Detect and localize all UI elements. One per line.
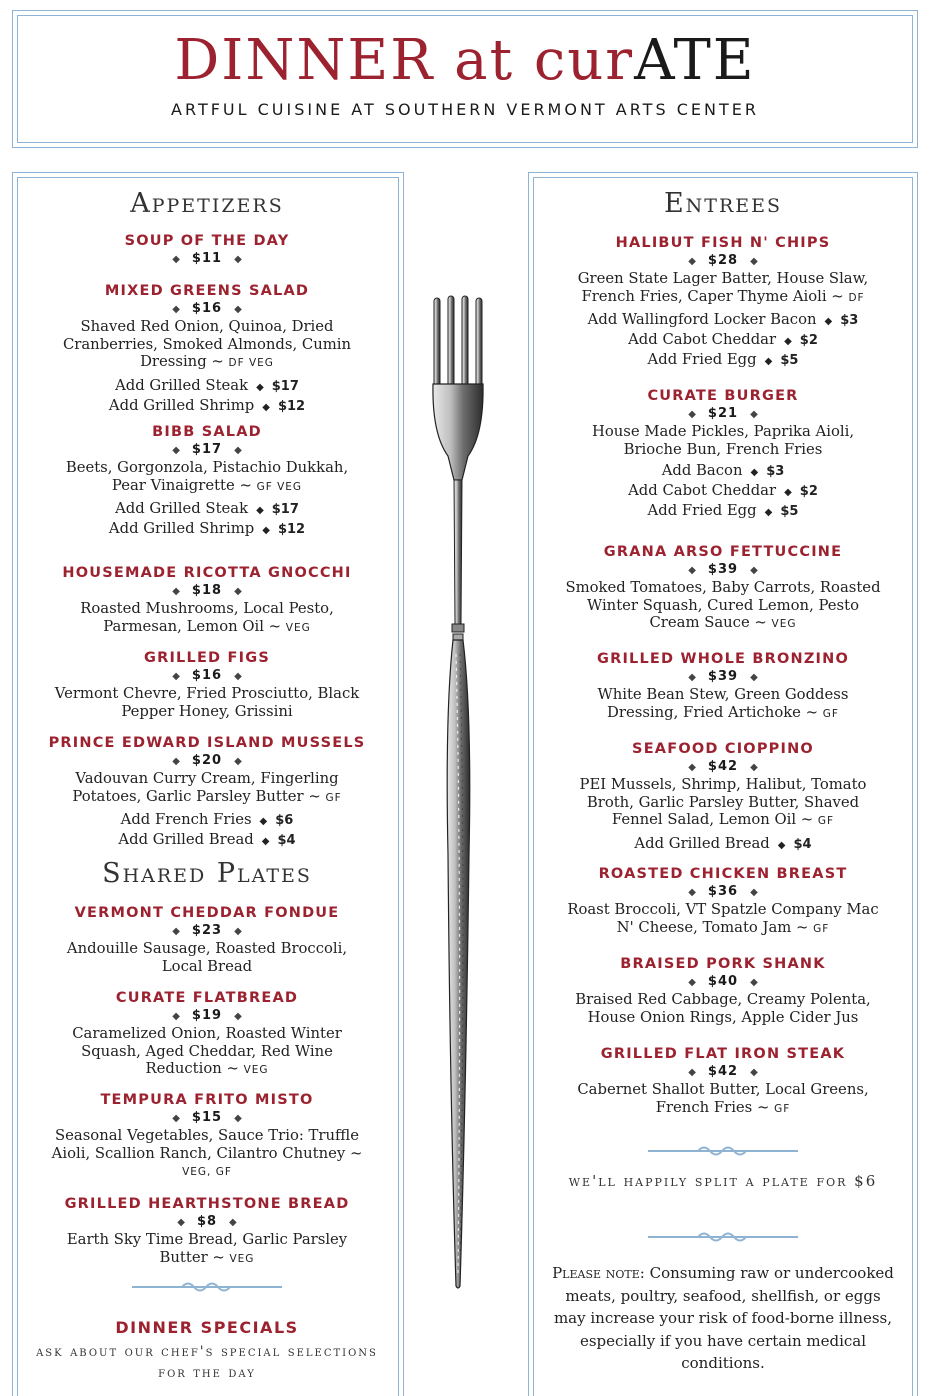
addon-label: Add Cabot Cheddar (628, 482, 777, 499)
diamond-ornament-icon: ◆ (750, 887, 758, 898)
menu-item (538, 740, 908, 855)
dish-name: SEAFOOD CIOPPINO (632, 741, 814, 757)
dish-price-row (22, 667, 392, 685)
dish-description (563, 270, 883, 307)
dish-addon (538, 331, 908, 351)
dish-name: GRILLED WHOLE BRONZINO (596, 651, 850, 667)
dietary-tag: GF (774, 1102, 791, 1115)
menu-item (22, 904, 392, 975)
dish-name: GRANA ARSO FETTUCCINE (603, 544, 843, 560)
dish-name: GRILLED FIGS (144, 650, 270, 666)
shared-plates-heading: Shared Plates (102, 858, 312, 889)
addon-label: Add Grilled Steak (115, 376, 249, 394)
dietary-tag: DF (848, 291, 865, 304)
addon-price: $17 (271, 502, 299, 517)
flourish-divider-top (648, 1144, 798, 1158)
dietary-tag: VEG (771, 618, 797, 630)
menu-item (22, 1195, 392, 1268)
dish-price-row (22, 300, 392, 318)
diamond-ornament-icon: ◆ (229, 1217, 237, 1228)
menu-item (538, 650, 908, 723)
title-black-part: ATE (634, 28, 756, 93)
dish-price-row (22, 922, 392, 940)
addon-label: Add Bacon (661, 462, 743, 479)
dish-description-text: Shaved Red Onion, Quinoa, Dried Cranberries, Smoked Almonds, Cumin Dressing ~ (62, 318, 352, 370)
dish-price-row (538, 883, 908, 901)
addon-price: $4 (793, 836, 812, 852)
dish-description-text: Vermont Chevre, Fried Prosciutto, Black Pepper Honey, Grissini (54, 685, 360, 720)
diamond-ornament-icon: ◆ (750, 1067, 758, 1078)
dish-addon (22, 377, 392, 397)
dish-price-row (22, 441, 392, 459)
menu-item (22, 1091, 392, 1182)
dish-price-row (22, 1109, 392, 1127)
dish-price: $42 (707, 1064, 739, 1079)
menu-item (538, 865, 908, 938)
diamond-ornament-icon: ◆ (688, 977, 696, 988)
dish-description-text: Smoked Tomatoes, Baby Carrots, Roasted Winter Squash, Cured Lemon, Pesto Cream Sauce ~ (565, 579, 881, 631)
dish-description (47, 459, 367, 496)
diamond-ornament-icon: ◆ (177, 1217, 185, 1228)
diamond-ornament-icon: ◆ (234, 445, 242, 456)
dietary-tag: DF VEG (228, 357, 274, 369)
dish-price-row (22, 582, 392, 600)
diamond-ornament-icon: ◆ (262, 525, 270, 536)
menu-item (22, 649, 392, 720)
dinner-specials-heading: DINNER SPECIALS (115, 1318, 299, 1337)
dish-name: PRINCE EDWARD ISLAND MUSSELS (48, 735, 366, 751)
diamond-ornament-icon: ◆ (688, 1067, 696, 1078)
dish-description (47, 940, 367, 975)
dietary-tag: VEG (285, 621, 311, 634)
dish-description-text: Andouille Sausage, Roasted Broccoli, Local Bread (66, 940, 348, 975)
menu-item (22, 734, 392, 851)
dietary-tag: GF (817, 815, 835, 827)
dish-price: $23 (191, 923, 223, 938)
menu-subtitle: ARTFUL CUISINE AT SOUTHERN VERMONT ARTS CENTER (171, 100, 759, 119)
dish-description-text: Roast Broccoli, VT Spatzle Company Mac N' Cheese, Tomato Jam ~ (567, 901, 879, 936)
dish-price: $18 (191, 583, 223, 598)
diamond-ornament-icon: ◆ (688, 409, 696, 420)
dish-name: MIXED GREENS SALAD (104, 283, 310, 299)
dietary-tag: VEG (243, 1064, 269, 1076)
flourish-divider-bottom (648, 1230, 798, 1244)
diamond-ornament-icon: ◆ (234, 926, 242, 937)
dish-price: $15 (191, 1110, 223, 1125)
dish-price-row (22, 250, 392, 268)
dish-description-text: PEI Mussels, Shrimp, Halibut, Tomato Broth, Garlic Parsley Butter, Shaved Fennel Salad, Lemon Oil ~ (579, 776, 867, 828)
menu-item (538, 234, 908, 371)
diamond-ornament-icon: ◆ (764, 356, 773, 367)
split-plate-note: we'll happily split a plate for $6 (568, 1172, 878, 1190)
addon-price: $5 (780, 504, 799, 519)
dish-price: $20 (191, 753, 223, 768)
dish-name: TEMPURA FRITO MISTO (100, 1092, 314, 1108)
addon-label: Add Grilled Shrimp (108, 520, 255, 537)
dietary-tag: GF (822, 707, 839, 720)
dish-description-text: Beets, Gorgonzola, Pistachio Dukkah, Pear Vinaigrette ~ (65, 459, 349, 494)
menu-item (22, 232, 392, 268)
dish-addon (22, 500, 392, 520)
diamond-ornament-icon: ◆ (750, 977, 758, 988)
dish-description (563, 776, 883, 831)
dish-name: GRILLED FLAT IRON STEAK (600, 1046, 846, 1062)
dish-price-row (22, 752, 392, 770)
dish-price-row (22, 1213, 392, 1231)
dish-price: $39 (707, 562, 739, 577)
addon-price: $4 (277, 833, 296, 848)
health-notice-text: Consuming raw or undercooked meats, poultry, seafood, shellfish, or eggs may increase your risk of food-borne illness, especially if you have certain medical conditions. (553, 1264, 894, 1372)
dish-addon (22, 520, 392, 540)
diamond-ornament-icon: ◆ (688, 672, 696, 683)
dish-description (47, 685, 367, 720)
dish-price: $8 (196, 1214, 218, 1229)
diamond-ornament-icon: ◆ (234, 586, 242, 597)
dish-price: $21 (707, 406, 739, 421)
dish-description-text: White Bean Stew, Green Goddess Dressing, Fried Artichoke ~ (597, 686, 849, 721)
dietary-tag: GF (325, 791, 342, 804)
diamond-ornament-icon: ◆ (784, 336, 792, 347)
diamond-ornament-icon: ◆ (234, 1113, 242, 1124)
dish-name: GRILLED HEARTHSTONE BREAD (64, 1196, 350, 1212)
title-red-part: DINNER at cur (174, 28, 635, 93)
diamond-ornament-icon: ◆ (262, 401, 270, 413)
addon-price: $2 (799, 484, 818, 499)
dish-price-row (22, 1007, 392, 1025)
dish-description-text: Seasonal Vegetables, Sauce Trio: Truffle Aioli, Scallion Ranch, Cilantro Chutney ~ (51, 1127, 363, 1162)
dish-description (47, 770, 367, 807)
dietary-tag: GF VEG (256, 480, 303, 493)
dish-description (47, 1231, 367, 1268)
dish-price: $40 (707, 974, 739, 989)
dish-name: BRAISED PORK SHANK (620, 956, 826, 972)
dish-description-text: Caramelized Onion, Roasted Winter Squash, Aged Cheddar, Red Wine Reduction ~ (72, 1025, 342, 1077)
dish-description (563, 901, 883, 938)
diamond-ornament-icon: ◆ (172, 671, 180, 682)
dietary-tag: GF (813, 922, 830, 935)
dish-name: SOUP OF THE DAY (124, 233, 290, 249)
dish-addon (538, 462, 908, 482)
addon-price: $2 (799, 333, 818, 348)
dish-name: CURATE FLATBREAD (115, 990, 299, 1006)
dish-price: $16 (191, 668, 223, 683)
diamond-ornament-icon: ◆ (234, 304, 242, 315)
dish-description-text: Cabernet Shallot Butter, Local Greens, French Fries ~ (577, 1081, 869, 1116)
diamond-ornament-icon: ◆ (259, 816, 268, 827)
diamond-ornament-icon: ◆ (256, 505, 264, 516)
dish-price-row (538, 668, 908, 686)
diamond-ornament-icon: ◆ (172, 254, 180, 265)
addon-label: Add Fried Egg (647, 502, 757, 519)
addon-price: $3 (840, 313, 859, 328)
dish-description (47, 318, 367, 373)
diamond-ornament-icon: ◆ (688, 256, 696, 267)
dinner-specials-text: ask about our chef's special selections for the day (36, 1344, 378, 1381)
menu-item (22, 564, 392, 637)
health-notice-lead: Please note: (552, 1264, 645, 1282)
diamond-ornament-icon: ◆ (750, 565, 758, 576)
flourish-divider-left (132, 1280, 282, 1294)
diamond-ornament-icon: ◆ (261, 836, 270, 847)
dish-description-text: House Made Pickles, Paprika Aioli, Brioche Bun, French Fries (591, 423, 855, 458)
addon-price: $6 (275, 813, 294, 828)
dietary-tag: VEG (229, 1252, 255, 1265)
menu-item (538, 543, 908, 634)
dish-price: $42 (707, 759, 739, 774)
dish-description (563, 686, 883, 723)
addon-price: $17 (271, 378, 299, 394)
dish-addon (538, 311, 908, 331)
dish-price-row (538, 405, 908, 423)
dish-price: $17 (191, 442, 223, 457)
diamond-ornament-icon: ◆ (172, 445, 180, 456)
dish-price-row (538, 1063, 908, 1081)
dish-description-text: Earth Sky Time Bread, Garlic Parsley Butter ~ (66, 1231, 348, 1266)
dish-addon (22, 811, 392, 831)
addon-label: Add Grilled Bread (118, 831, 254, 848)
addon-label: Add French Fries (120, 811, 252, 828)
dish-name: VERMONT CHEDDAR FONDUE (74, 905, 340, 921)
diamond-ornament-icon: ◆ (688, 887, 696, 898)
diamond-ornament-icon: ◆ (777, 839, 786, 851)
dish-name: BIBB SALAD (152, 424, 262, 440)
diamond-ornament-icon: ◆ (234, 254, 242, 265)
dish-name: CURATE BURGER (647, 388, 799, 404)
addon-label: Add Grilled Steak (115, 500, 249, 517)
dish-description (47, 600, 367, 637)
dish-description (563, 423, 883, 458)
addon-price: $12 (277, 522, 306, 537)
diamond-ornament-icon: ◆ (784, 487, 792, 498)
dish-description (563, 1081, 883, 1118)
dish-addon (22, 397, 392, 417)
dish-description-text: Braised Red Cabbage, Creamy Polenta, House Onion Rings, Apple Cider Jus (575, 991, 871, 1026)
diamond-ornament-icon: ◆ (172, 926, 180, 937)
diamond-ornament-icon: ◆ (234, 756, 242, 767)
menu-item (22, 282, 392, 417)
menu-item (538, 1045, 908, 1118)
dietary-tag: VEG, GF (182, 1166, 232, 1178)
dish-description (563, 991, 883, 1026)
addon-price: $3 (766, 464, 785, 479)
diamond-ornament-icon: ◆ (750, 672, 758, 683)
dish-addon (22, 831, 392, 851)
addon-label: Add Grilled Bread (634, 834, 770, 852)
dish-price: $16 (191, 301, 223, 316)
dish-addon (538, 351, 908, 371)
dish-name: ROASTED CHICKEN BREAST (598, 866, 848, 882)
diamond-ornament-icon: ◆ (688, 565, 696, 576)
diamond-ornament-icon: ◆ (256, 381, 264, 393)
dish-description (563, 579, 883, 634)
menu-item (22, 423, 392, 540)
dish-price-row (538, 758, 908, 776)
dish-price: $36 (707, 884, 739, 899)
fork-illustration (420, 294, 510, 1294)
diamond-ornament-icon: ◆ (764, 507, 773, 518)
entrees-heading: Entrees (663, 188, 783, 219)
addon-label: Add Cabot Cheddar (628, 331, 777, 348)
menu-item (538, 955, 908, 1026)
dish-addon (538, 835, 908, 855)
dish-addon (538, 502, 908, 522)
dish-price-row (538, 973, 908, 991)
dish-description-text: Vadouvan Curry Cream, Fingerling Potatoes, Garlic Parsley Butter ~ (72, 770, 339, 805)
diamond-ornament-icon: ◆ (824, 316, 833, 327)
dish-price: $11 (191, 251, 223, 266)
diamond-ornament-icon: ◆ (172, 586, 180, 597)
left-column (22, 0, 392, 1396)
dish-description-text: Green State Lager Batter, House Slaw, French Fries, Caper Thyme Aioli ~ (577, 270, 869, 305)
menu-item (538, 387, 908, 522)
health-notice (548, 1262, 898, 1375)
addon-price: $12 (277, 398, 306, 414)
diamond-ornament-icon: ◆ (172, 756, 180, 767)
dish-addon (538, 482, 908, 502)
addon-label: Add Wallingford Locker Bacon (587, 311, 817, 328)
appetizers-heading: Appetizers (130, 188, 284, 219)
diamond-ornament-icon: ◆ (750, 762, 758, 773)
dish-price-row (538, 561, 908, 579)
diamond-ornament-icon: ◆ (234, 1011, 242, 1022)
dish-description (47, 1127, 367, 1182)
dish-description-text: Roasted Mushrooms, Local Pesto, Parmesan, Lemon Oil ~ (80, 600, 334, 635)
addon-label: Add Fried Egg (647, 351, 757, 368)
addon-price: $5 (780, 353, 799, 368)
menu-item (22, 989, 392, 1080)
diamond-ornament-icon: ◆ (688, 762, 696, 773)
diamond-ornament-icon: ◆ (172, 1011, 180, 1022)
diamond-ornament-icon: ◆ (750, 409, 758, 420)
dish-name: HALIBUT FISH N' CHIPS (615, 235, 831, 251)
dish-price-row (538, 252, 908, 270)
dish-description (47, 1025, 367, 1080)
dish-price: $19 (191, 1008, 223, 1023)
dish-price: $28 (707, 253, 739, 268)
dish-price: $39 (707, 669, 739, 684)
diamond-ornament-icon: ◆ (172, 304, 180, 315)
dish-name: HOUSEMADE RICOTTA GNOCCHI (62, 565, 352, 581)
diamond-ornament-icon: ◆ (750, 256, 758, 267)
diamond-ornament-icon: ◆ (172, 1113, 180, 1124)
addon-label: Add Grilled Shrimp (108, 396, 255, 414)
diamond-ornament-icon: ◆ (750, 467, 759, 478)
diamond-ornament-icon: ◆ (234, 671, 242, 682)
